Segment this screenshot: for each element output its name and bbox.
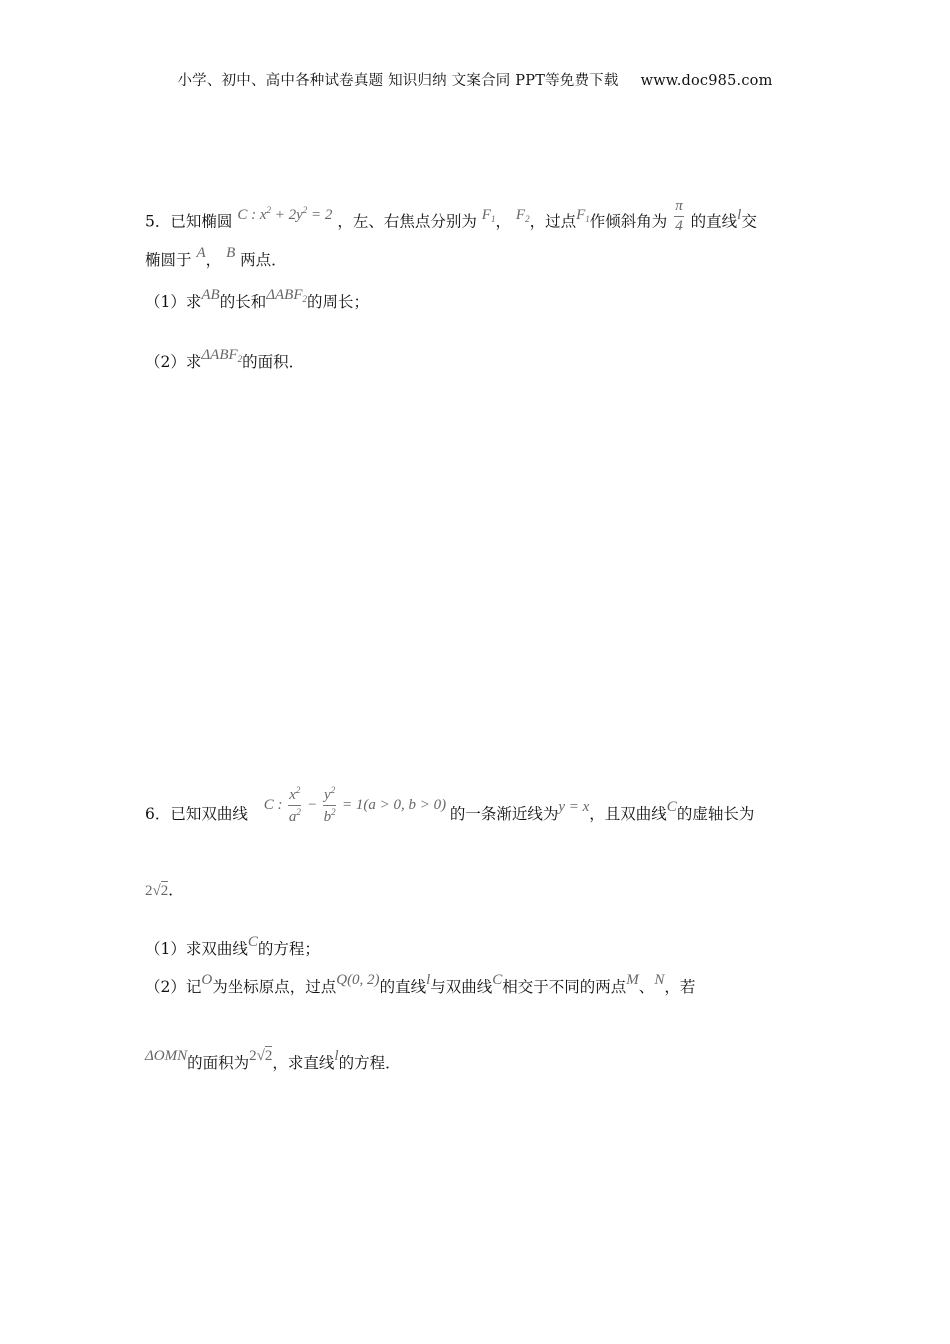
q6-text: （1）求双曲线 [145,940,248,958]
q6-text: 的方程． [338,1054,401,1072]
q6-area: 2√2 [249,1048,273,1064]
q6-text: 的面积为 [187,1054,250,1072]
q6-text: ，且双曲线 [589,804,667,823]
q6-N: N [654,972,665,988]
q5-text: ，左、右焦点分别为 [337,212,477,231]
q6-axis-length: 2√2 [145,883,169,899]
q6-line1 [145,785,755,835]
q6-line2 [145,878,184,900]
q5-text: ，过点 [529,212,577,231]
q6-sub2 [145,972,696,997]
q5-text: 的周长； [307,293,370,311]
q6-text: 的方程； [257,940,320,958]
q5-line2: 椭圆于 A， B 两点． [145,245,287,269]
q5-sub1 [145,287,370,312]
q6-O: O [201,972,213,988]
q5-B: B [226,245,236,261]
q6-text: 与双曲线 [430,978,493,996]
q6-intro: 6．已知双曲线 [145,804,248,823]
q5-text: （1）求 [145,293,202,311]
q5-text: 的直线 [690,212,738,231]
q5-text: 交 [741,212,757,231]
q5-A: A [196,245,206,261]
header-site: www.doc985.com [640,73,773,89]
q6-point-Q: Q(0, 2) [336,972,380,988]
q6-text: ，求直线 [272,1054,335,1072]
q5-AB: AB [201,287,220,303]
q5-angle-fraction: $\frac{\pi}{4}$ [675,198,683,234]
q5-intro: 5．已知椭圆 [145,212,233,231]
q6-C: C [666,798,677,815]
q6-text: 相交于不同的两点 [502,978,627,996]
q6-text: 的直线 [379,978,427,996]
q5-text: 作倾斜角为 [589,212,668,231]
q6-l: l [334,1048,339,1064]
q6-triangle: ΔOMN [145,1048,188,1064]
q5-text: 的面积． [242,353,305,371]
q5-F1: $F_1$ [481,206,496,224]
q5-F2: $F_2$ [515,206,530,224]
q6-text: ． [168,881,184,899]
q5-line1: 5．已知椭圆 C : $x^2 + 2y^2 = 2$ ，左、右焦点分别为 $F_1$， $F_2$，过点$F_1$作倾斜角为 $\frac{\pi}{4}$ 的直线l交 [145,198,757,234]
header-text: 小学、初中、高中各种试卷真题 知识归纳 文案合同 PPT等免费下载 [177,73,619,89]
q5-text: 的长和 [219,293,267,311]
q6-eq-cond: = 1(a > 0, b > 0) [341,796,447,813]
q6-text: 的一条渐近线为 [449,804,559,823]
q5-triangle: $\Delta ABF_2$ [201,347,243,364]
q6-asymptote: y = x [558,798,590,815]
q6-text: ，若 [664,978,696,996]
q6-text: （2）记 [145,978,202,996]
q6-text: 、 [638,978,655,996]
q5-triangle: $\Delta ABF_2$ [266,287,308,304]
q6-hyperbola-eq: C : $\frac{x^2}{a^2}$ − $\frac{y^2}{b^2}$ = 1(a > 0, b > 0) [263,785,447,825]
q5-l: l [737,206,742,223]
q6-C: C [492,972,503,988]
q6-text: 的虚轴长为 [676,804,755,823]
q5-F1b: $F_1$ [576,206,590,224]
page-header [0,69,950,90]
q6-sub1 [145,934,320,959]
q6-last [145,1048,401,1073]
q6-text: 为坐标原点，过点 [212,978,337,996]
q6-M: M [626,972,639,988]
q5-ellipse-eq: C : $x^2 + 2y^2 = 2$ [237,204,333,223]
q5-text: 两点． [240,251,287,269]
q5-sub2 [145,347,305,372]
q5-text: 椭圆于 [145,251,192,269]
q6-l: l [426,972,431,988]
q6-C: C [247,934,258,950]
q5-text: （2）求 [145,353,202,371]
